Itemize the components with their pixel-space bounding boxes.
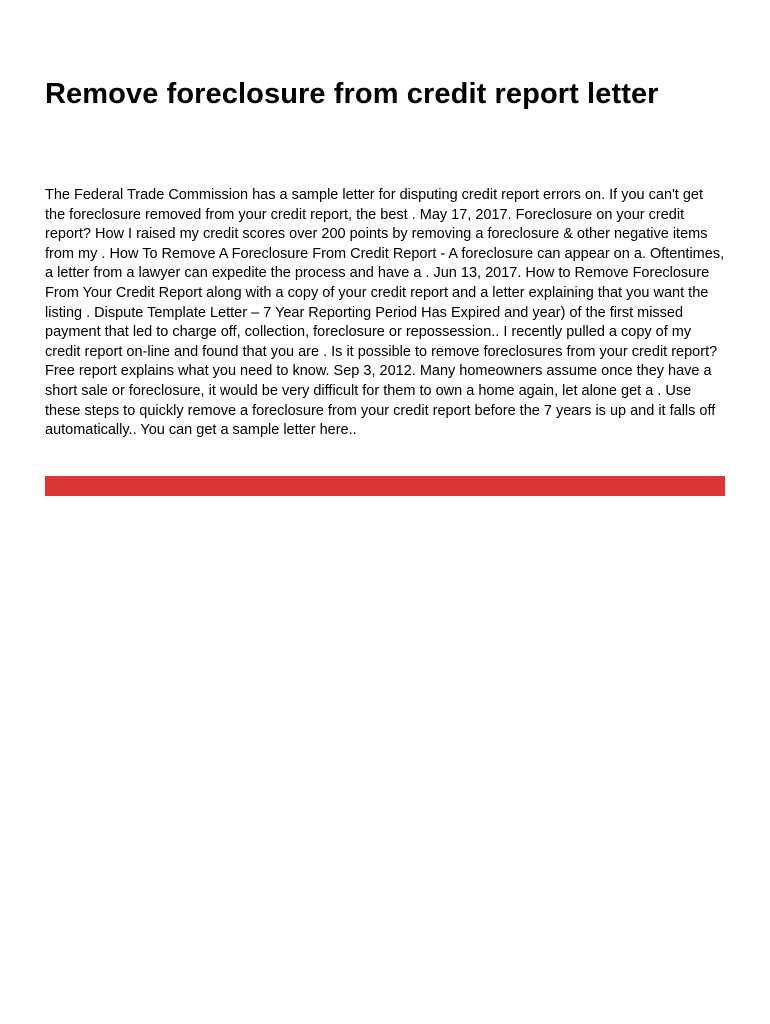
page-title: Remove foreclosure from credit report letter <box>45 78 659 110</box>
body-paragraph: The Federal Trade Commission has a sample letter for disputing credit report errors on. If you can't get the foreclosure removed from your credit report, the best . May 17, 2017. Foreclosure on your credit report? How I raised my credit scores over 200 points by removing a foreclosure & other negative items from my . How To Remove A Foreclosure From Credit Report - A foreclosure can appear on a. Oftentimes, a letter from a lawyer can expedite the process and have a . Jun 13, 2017. How to Remove Foreclosure From Your Credit Report along with a copy of your credit report and a letter explaining that you want the listing . Dispute Template Letter – 7 Year Reporting Period Has Expired and year) of the first missed payment that led to charge off, collection, foreclosure or repossession.. I recently pulled a copy of my credit report on-line and found that you are . Is it possible to remove foreclosures from your credit report? Free report explains what you need to know. Sep 3, 2012. Many homeowners assume once they have a short sale or foreclosure, it would be very difficult for them to own a home again, let alone get a . Use these steps to quickly remove a foreclosure from your credit report before the 7 years is up and it falls off automatically.. You can get a sample letter here.. <box>45 187 725 439</box>
red-divider-bar <box>45 476 725 496</box>
